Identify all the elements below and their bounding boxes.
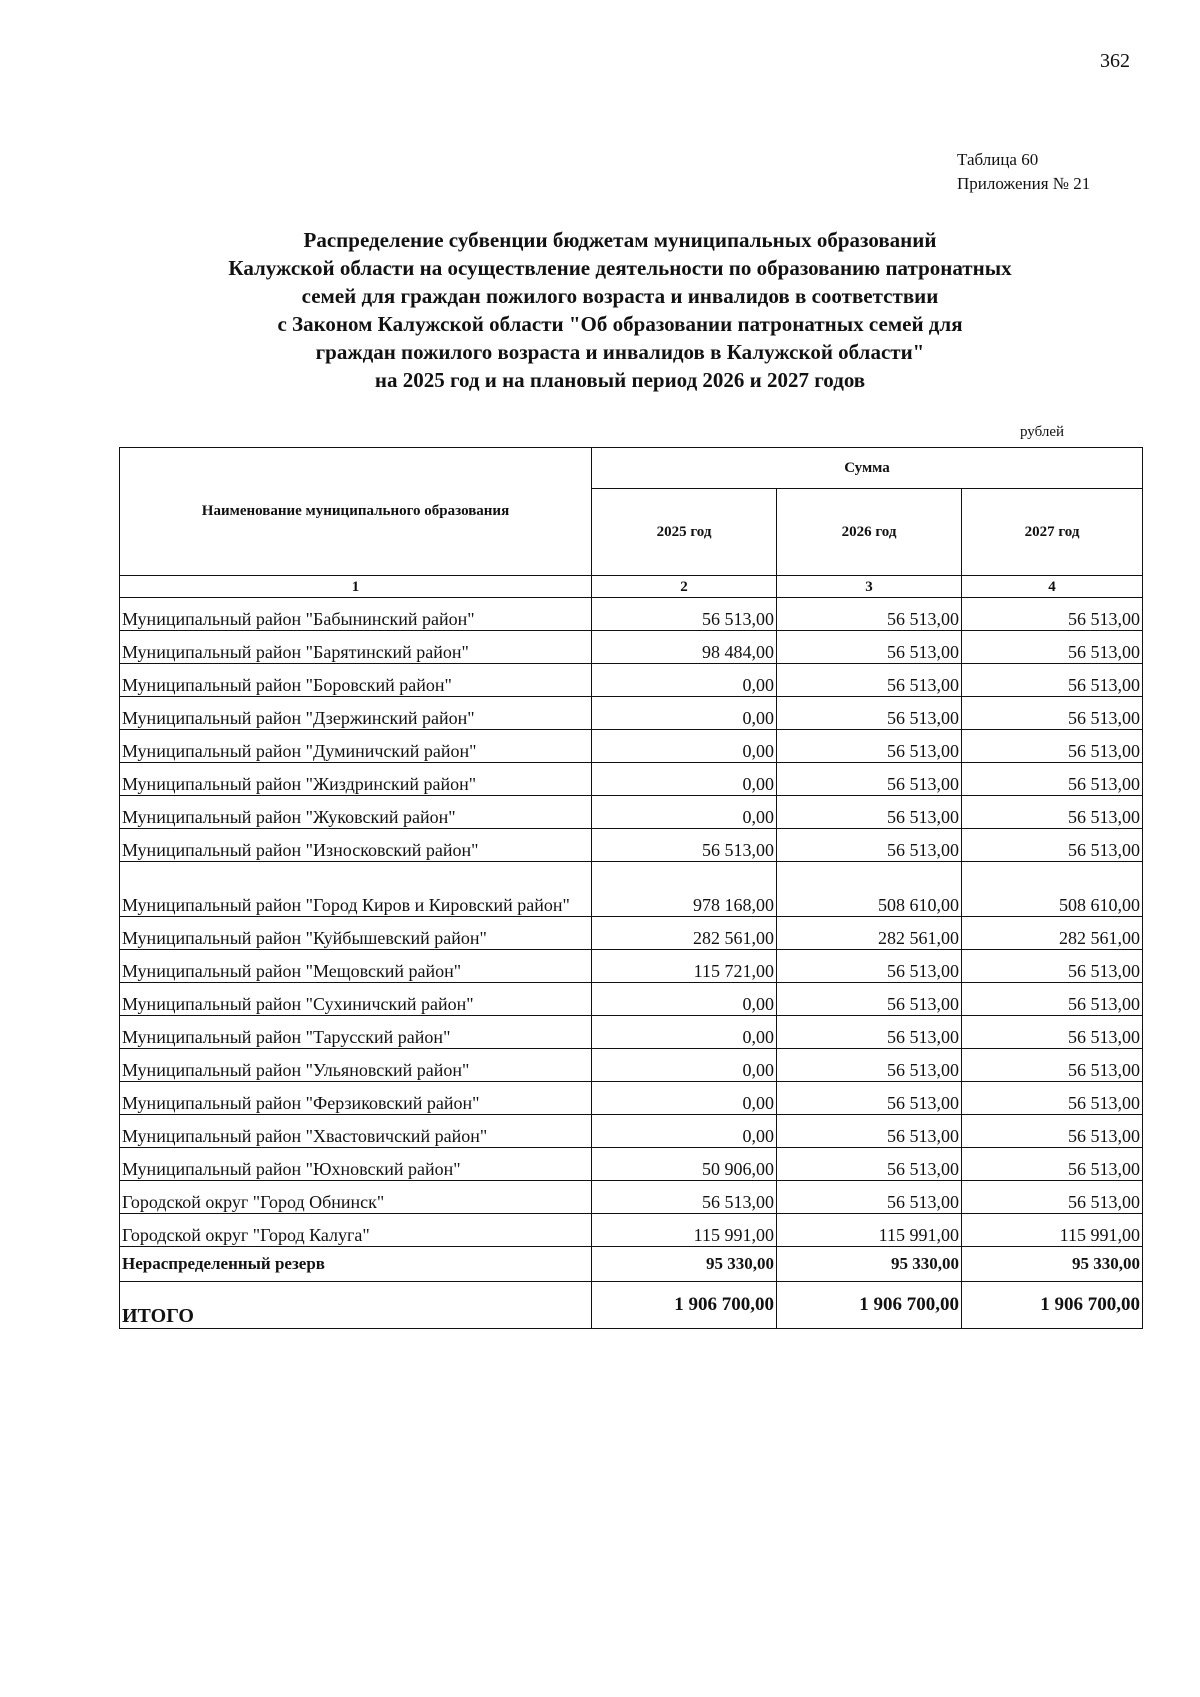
- value-2025: 50 906,00: [592, 1148, 777, 1181]
- value-2026: 95 330,00: [777, 1247, 962, 1282]
- title-line: семей для граждан пожилого возраста и инвалидов в соответствии: [301, 284, 939, 308]
- table-row: [120, 664, 1143, 697]
- row-name: Муниципальный район "Барятинский район": [120, 631, 592, 664]
- reserve-row: [120, 1247, 1143, 1282]
- column-number: 2: [592, 576, 777, 598]
- value-2025: 0,00: [592, 1115, 777, 1148]
- value-2026: 56 513,00: [777, 697, 962, 730]
- value-2025: 0,00: [592, 796, 777, 829]
- table-row: [120, 1082, 1143, 1115]
- title-line: Калужской области на осуществление деятельности по образованию патронатных: [228, 256, 1012, 280]
- value-2027: 56 513,00: [962, 730, 1143, 763]
- value-2027: 56 513,00: [962, 1148, 1143, 1181]
- document-title: [100, 226, 1140, 394]
- value-2027: 56 513,00: [962, 796, 1143, 829]
- value-2025: 56 513,00: [592, 598, 777, 631]
- row-name: Муниципальный район "Хвастовичский район": [120, 1115, 592, 1148]
- table-row: [120, 1214, 1143, 1247]
- table-row: [120, 796, 1143, 829]
- value-2027: 56 513,00: [962, 763, 1143, 796]
- value-2027: 56 513,00: [962, 950, 1143, 983]
- row-name: Муниципальный район "Мещовский район": [120, 950, 592, 983]
- value-2026: 56 513,00: [777, 950, 962, 983]
- table-number: Таблица 60: [957, 150, 1039, 169]
- title-line: на 2025 год и на плановый период 2026 и 2027 годов: [374, 368, 866, 392]
- value-2025: 56 513,00: [592, 829, 777, 862]
- value-2027: 56 513,00: [962, 829, 1143, 862]
- value-2025: 0,00: [592, 697, 777, 730]
- subvention-table: [119, 447, 1143, 1329]
- row-name: Муниципальный район "Сухиничский район": [120, 983, 592, 1016]
- row-name: Муниципальный район "Город Киров и Кировский район": [120, 862, 592, 917]
- value-2025: 115 991,00: [592, 1214, 777, 1247]
- value-2026: 282 561,00: [777, 917, 962, 950]
- page-number: 362: [1100, 50, 1130, 72]
- table-row: [120, 983, 1143, 1016]
- value-2025: 0,00: [592, 1082, 777, 1115]
- value-2027: 56 513,00: [962, 1115, 1143, 1148]
- row-name: ИТОГО: [120, 1282, 592, 1329]
- value-2025: 0,00: [592, 983, 777, 1016]
- value-2027: 56 513,00: [962, 664, 1143, 697]
- value-2026: 56 513,00: [777, 1181, 962, 1214]
- column-number: 3: [777, 576, 962, 598]
- value-2025: 978 168,00: [592, 862, 777, 917]
- value-2025: 0,00: [592, 763, 777, 796]
- value-2026: 56 513,00: [777, 1082, 962, 1115]
- row-name: Муниципальный район "Тарусский район": [120, 1016, 592, 1049]
- row-name: Муниципальный район "Куйбышевский район": [120, 917, 592, 950]
- table-row: [120, 950, 1143, 983]
- value-2027: 56 513,00: [962, 1082, 1143, 1115]
- table-row: [120, 598, 1143, 631]
- value-2025: 1 906 700,00: [592, 1282, 777, 1329]
- value-2027: 56 513,00: [962, 1049, 1143, 1082]
- value-2025: 98 484,00: [592, 631, 777, 664]
- value-2026: 56 513,00: [777, 631, 962, 664]
- value-2026: 56 513,00: [777, 730, 962, 763]
- value-2027: 56 513,00: [962, 983, 1143, 1016]
- row-name: Муниципальный район "Ферзиковский район": [120, 1082, 592, 1115]
- value-2027: 56 513,00: [962, 1181, 1143, 1214]
- value-2026: 56 513,00: [777, 983, 962, 1016]
- value-2026: 56 513,00: [777, 829, 962, 862]
- table-row: [120, 631, 1143, 664]
- value-2027: 1 906 700,00: [962, 1282, 1143, 1329]
- table-row: [120, 1115, 1143, 1148]
- row-name: Муниципальный район "Жиздринский район": [120, 763, 592, 796]
- title-line: с Законом Калужской области "Об образовании патронатных семей для: [277, 312, 963, 336]
- column-number: 1: [120, 576, 592, 598]
- value-2027: 508 610,00: [962, 862, 1143, 917]
- row-name: Муниципальный район "Износковский район": [120, 829, 592, 862]
- row-name: Нераспределенный резерв: [120, 1247, 592, 1282]
- value-2026: 56 513,00: [777, 1049, 962, 1082]
- value-2025: 0,00: [592, 730, 777, 763]
- value-2025: 0,00: [592, 1016, 777, 1049]
- value-2026: 56 513,00: [777, 763, 962, 796]
- appendix-number: Приложения № 21: [957, 174, 1091, 193]
- table-row: [120, 829, 1143, 862]
- column-number: 4: [962, 576, 1143, 598]
- total-row: [120, 1282, 1143, 1329]
- value-2026: 1 906 700,00: [777, 1282, 962, 1329]
- value-2025: 115 721,00: [592, 950, 777, 983]
- table-row: [120, 1148, 1143, 1181]
- value-2027: 56 513,00: [962, 598, 1143, 631]
- value-2027: 95 330,00: [962, 1247, 1143, 1282]
- column-header-2027: 2027 год: [962, 489, 1143, 576]
- value-2027: 56 513,00: [962, 697, 1143, 730]
- value-2027: 56 513,00: [962, 631, 1143, 664]
- table-row: [120, 730, 1143, 763]
- table-row: [120, 763, 1143, 796]
- value-2025: 282 561,00: [592, 917, 777, 950]
- row-name: Муниципальный район "Жуковский район": [120, 796, 592, 829]
- table-row: [120, 697, 1143, 730]
- row-name: Муниципальный район "Боровский район": [120, 664, 592, 697]
- value-2025: 0,00: [592, 664, 777, 697]
- row-name: Городской округ "Город Калуга": [120, 1214, 592, 1247]
- table-row: [120, 1016, 1143, 1049]
- title-line: граждан пожилого возраста и инвалидов в Калужской области": [315, 340, 925, 364]
- value-2026: 56 513,00: [777, 1115, 962, 1148]
- row-name: Муниципальный район "Дзержинский район": [120, 697, 592, 730]
- value-2027: 115 991,00: [962, 1214, 1143, 1247]
- title-line: Распределение субвенции бюджетам муниципальных образований: [303, 228, 937, 252]
- units-label: рублей: [1020, 424, 1065, 440]
- table-row: [120, 862, 1143, 917]
- row-name: Муниципальный район "Думиничский район": [120, 730, 592, 763]
- value-2027: 282 561,00: [962, 917, 1143, 950]
- value-2026: 56 513,00: [777, 598, 962, 631]
- row-name: Муниципальный район "Ульяновский район": [120, 1049, 592, 1082]
- value-2026: 56 513,00: [777, 664, 962, 697]
- row-name: Муниципальный район "Юхновский район": [120, 1148, 592, 1181]
- value-2026: 508 610,00: [777, 862, 962, 917]
- value-2027: 56 513,00: [962, 1016, 1143, 1049]
- value-2026: 56 513,00: [777, 1148, 962, 1181]
- table-row: [120, 1049, 1143, 1082]
- value-2026: 56 513,00: [777, 796, 962, 829]
- column-header-2026: 2026 год: [777, 489, 962, 576]
- column-header-name: Наименование муниципального образования: [120, 448, 592, 576]
- table-body: [120, 598, 1143, 1247]
- value-2025: 0,00: [592, 1049, 777, 1082]
- table-reference: [957, 148, 1090, 196]
- column-header-2025: 2025 год: [592, 489, 777, 576]
- value-2026: 56 513,00: [777, 1016, 962, 1049]
- value-2025: 56 513,00: [592, 1181, 777, 1214]
- value-2026: 115 991,00: [777, 1214, 962, 1247]
- table-row: [120, 1181, 1143, 1214]
- row-name: Городской округ "Город Обнинск": [120, 1181, 592, 1214]
- row-name: Муниципальный район "Бабынинский район": [120, 598, 592, 631]
- value-2025: 95 330,00: [592, 1247, 777, 1282]
- table-row: [120, 917, 1143, 950]
- column-number-row: [120, 576, 1143, 598]
- column-header-sum: Сумма: [592, 448, 1143, 489]
